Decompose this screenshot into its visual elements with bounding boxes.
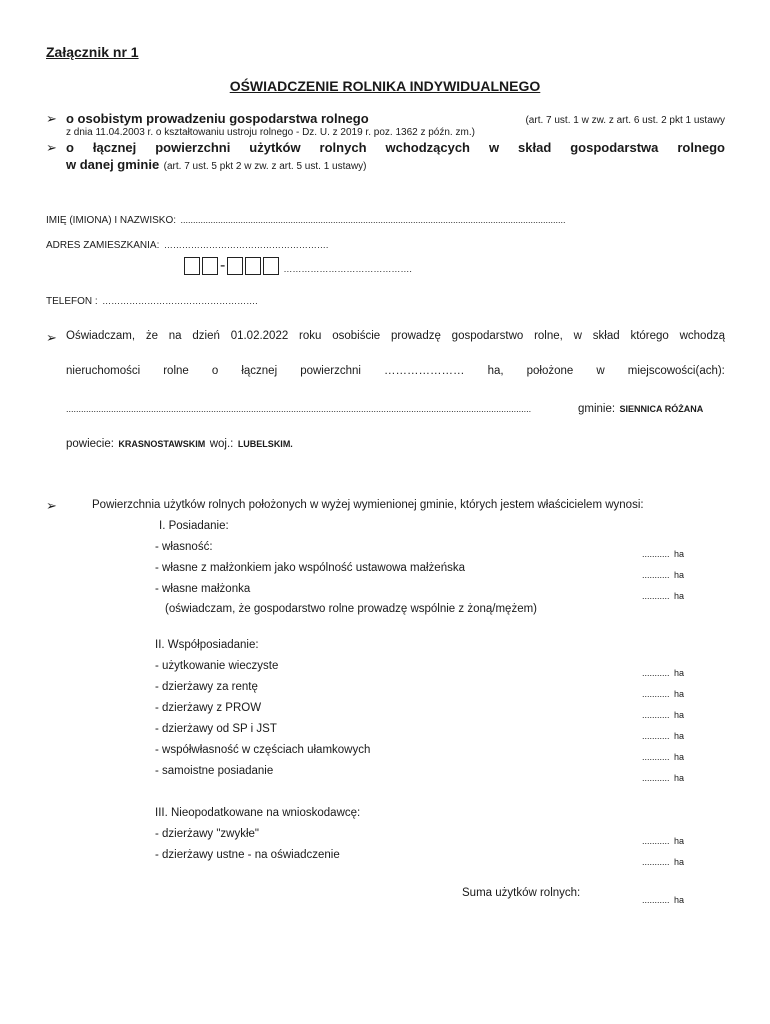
- group-2-item: - samoistne posiadanie: [155, 765, 274, 777]
- ha-field[interactable]: ........... ha: [642, 549, 684, 559]
- powiat-line: [66, 434, 293, 452]
- group-1-item: - własność:: [155, 541, 213, 553]
- address-field[interactable]: [46, 235, 328, 253]
- group-2-item: - współwłasność w częściach ułamkowych: [155, 744, 371, 756]
- empty-checkbox-icon[interactable]: [245, 257, 261, 275]
- arrowhead-bullet-icon: ➢: [46, 498, 57, 513]
- heading-1: [66, 111, 725, 126]
- city-dots: …………………………………….: [283, 264, 412, 274]
- ha-field[interactable]: ........... ha: [642, 773, 684, 783]
- woj-value: LUBELSKIM.: [237, 439, 293, 449]
- group-1-note: (oświadczam, że gospodarstwo rolne prowadzę wspólnie z żoną/mężem): [165, 603, 538, 615]
- postcode-field[interactable]: [184, 257, 412, 275]
- phone-label: TELEFON :: [46, 296, 98, 307]
- heading-1-ref: (art. 7 ust. 1 w zw. z art. 6 ust. 2 pkt 1 ustawy: [525, 115, 725, 126]
- phone-dots: …………………………………………….: [102, 296, 258, 306]
- ha-field[interactable]: ........... ha: [642, 689, 684, 699]
- address-label: ADRES ZAMIESZKANIA:: [46, 240, 160, 251]
- area-dots[interactable]: …………………: [384, 365, 465, 377]
- name-dots: ..........................................................................................................................................................: [180, 215, 566, 225]
- heading-2-ref: (art. 7 ust. 5 pkt 2 w zw. z art. 5 ust. 1 ustawy): [163, 161, 367, 172]
- arrowhead-bullet-icon: ➢: [46, 140, 57, 155]
- group-3-item: - dzierżawy ustne - na oświadczenie: [155, 849, 340, 861]
- group-3-item: - dzierżawy "zwykłe": [155, 828, 260, 840]
- name-label: IMIĘ (IMIONA) I NAZWISKO:: [46, 215, 176, 226]
- group-2-item: - dzierżawy od SP i JST: [155, 723, 277, 735]
- ha-field[interactable]: ........... ha: [642, 668, 684, 678]
- powiat-label: powiecie:: [66, 438, 114, 450]
- ha-field[interactable]: ........... ha: [642, 731, 684, 741]
- declaration-line-1: Oświadczam, że na dzień 01.02.2022 roku osobiście prowadzę gospodarstwo rolne, w skład którego wchodzą: [66, 330, 725, 342]
- gmina-value: SIENNICA RÓŻANA: [619, 404, 704, 414]
- empty-checkbox-icon[interactable]: [263, 257, 279, 275]
- group-2-item: - dzierżawy z PROW: [155, 702, 262, 714]
- locality-dots[interactable]: ..........................................................................................................................................................................................: [66, 404, 532, 414]
- group-2-item: - użytkowanie wieczyste: [155, 660, 279, 672]
- ha-field[interactable]: ........... ha: [642, 836, 684, 846]
- empty-checkbox-icon[interactable]: [184, 257, 200, 275]
- empty-checkbox-icon[interactable]: [227, 257, 243, 275]
- decl-word: miejscowości(ach):: [627, 365, 725, 377]
- group-1-item: - własne z małżonkiem jako wspólność ustawowa małżeńska: [155, 562, 465, 574]
- heading-1-ref-cont: z dnia 11.04.2003 r. o kształtowaniu ustroju rolnego - Dz. U. z 2019 r. poz. 1362 z późn. zm.): [66, 127, 475, 138]
- phone-field[interactable]: [46, 291, 258, 309]
- woj-label: woj.:: [209, 438, 234, 450]
- ha-field[interactable]: ........... ha: [642, 710, 684, 720]
- group-2-title: II. Współposiadanie:: [155, 639, 259, 651]
- name-field[interactable]: [46, 210, 566, 228]
- ha-field[interactable]: ........... ha: [642, 591, 684, 601]
- heading-2-text: o łącznej powierzchni użytków rolnych wchodzących w skład gospodarstwa rolnego: [66, 140, 725, 155]
- area-intro: Powierzchnia użytków rolnych położonych w wyżej wymienionej gminie, których jestem właścicielem wynosi:: [92, 499, 644, 511]
- powiat-value: KRASNOSTAWSKIM: [118, 439, 206, 449]
- group-1-item: - własne małżonka: [155, 583, 251, 595]
- decl-word: łącznej: [241, 365, 278, 377]
- group-3-title: III. Nieopodatkowane na wnioskodawcę:: [155, 807, 361, 819]
- empty-checkbox-icon[interactable]: [202, 257, 218, 275]
- postcode-dash: -: [220, 257, 226, 274]
- ha-field[interactable]: ........... ha: [642, 857, 684, 867]
- arrowhead-bullet-icon: ➢: [46, 111, 57, 126]
- decl-word: powierzchni: [300, 365, 361, 377]
- heading-2-text-cont: w danej gminie: [66, 157, 160, 172]
- group-2-item: - dzierżawy za rentę: [155, 681, 258, 693]
- gmina-label: gminie:: [578, 403, 616, 415]
- ha-field[interactable]: ........... ha: [642, 570, 684, 580]
- decl-word: ha,: [487, 365, 504, 377]
- decl-word: o: [211, 365, 219, 377]
- decl-word: rolne: [163, 365, 189, 377]
- gmina-field: [578, 399, 703, 417]
- heading-1-text: o osobistym prowadzeniu gospodarstwa rolnego: [66, 111, 369, 126]
- declaration-line-2: [66, 365, 725, 377]
- decl-word: w: [596, 365, 605, 377]
- document-title: OŚWIADCZENIE ROLNIKA INDYWIDUALNEGO: [229, 78, 541, 94]
- group-1-title: I. Posiadanie:: [159, 520, 229, 532]
- heading-2-line2: [66, 156, 367, 174]
- ha-field[interactable]: ........... ha: [642, 752, 684, 762]
- arrowhead-bullet-icon: ➢: [46, 330, 57, 345]
- annex-label: Załącznik nr 1: [46, 44, 139, 60]
- decl-word: nieruchomości: [66, 365, 141, 377]
- decl-word: położone: [526, 365, 574, 377]
- address-dots: ……………………………………………….: [163, 240, 329, 250]
- sum-label: Suma użytków rolnych:: [462, 887, 581, 899]
- sum-ha-field[interactable]: ........... ha: [642, 895, 684, 905]
